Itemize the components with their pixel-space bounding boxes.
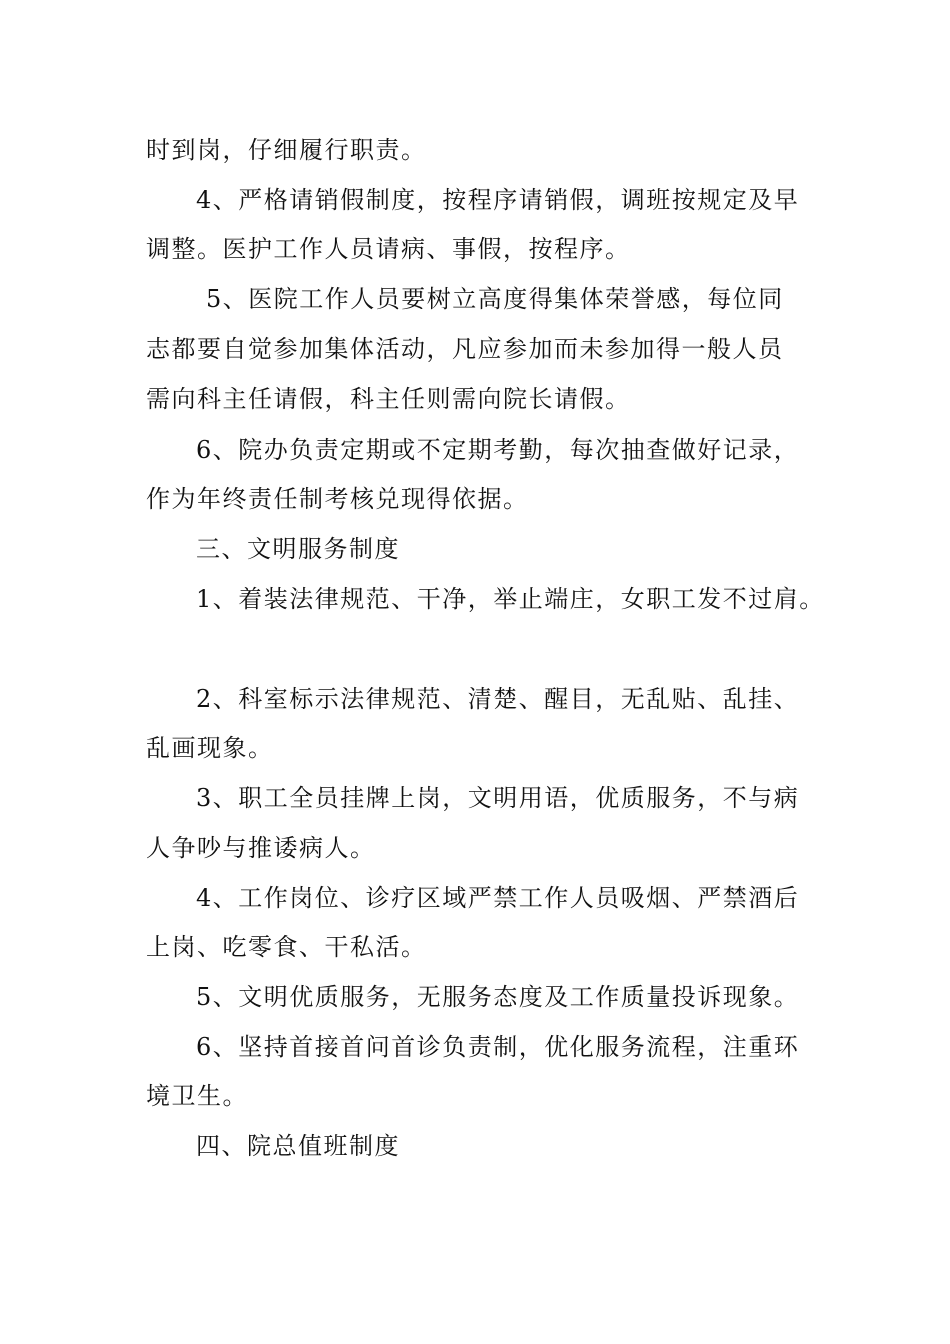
paragraph-line: 5、文明优质服务，无服务态度及工作质量投诉现象。 — [196, 983, 800, 1011]
paragraph-line: 3、职工全员挂牌上岗，文明用语，优质服务，不与病 — [196, 784, 800, 812]
paragraph-line: 1、着装法律规范、干净，举止端庄，女职工发不过肩。 — [196, 585, 825, 613]
paragraph-line: 2、科室标示法律规范、清楚、醒目，无乱贴、乱挂、 — [196, 685, 800, 713]
paragraph-line: 乱画现象。 — [146, 734, 274, 762]
paragraph-line: 作为年终责任制考核兑现得依据。 — [146, 485, 529, 513]
paragraph-line: 5、医院工作人员要树立高度得集体荣誉感，每位同 — [206, 285, 784, 313]
paragraph-line: 4、严格请销假制度，按程序请销假，调班按规定及早 — [196, 186, 800, 214]
paragraph-line: 4、工作岗位、诊疗区域严禁工作人员吸烟、严禁酒后 — [196, 884, 800, 912]
paragraph-line: 调整。医护工作人员请病、事假，按程序。 — [146, 235, 631, 263]
paragraph-line: 6、院办负责定期或不定期考勤，每次抽查做好记录， — [196, 436, 800, 464]
section-heading: 三、文明服务制度 — [196, 535, 400, 563]
paragraph-line: 境卫生。 — [146, 1082, 248, 1110]
paragraph-line: 志都要自觉参加集体活动，凡应参加而未参加得一般人员 — [146, 335, 784, 363]
paragraph-line: 需向科主任请假，科主任则需向院长请假。 — [146, 385, 631, 413]
paragraph-line: 上岗、吃零食、干私活。 — [146, 933, 427, 961]
paragraph-line: 时到岗，仔细履行职责。 — [146, 136, 427, 164]
paragraph-line: 人争吵与推诿病人。 — [146, 834, 376, 862]
paragraph-line: 6、坚持首接首问首诊负责制，优化服务流程，注重环 — [196, 1033, 800, 1061]
section-heading: 四、院总值班制度 — [196, 1132, 400, 1160]
